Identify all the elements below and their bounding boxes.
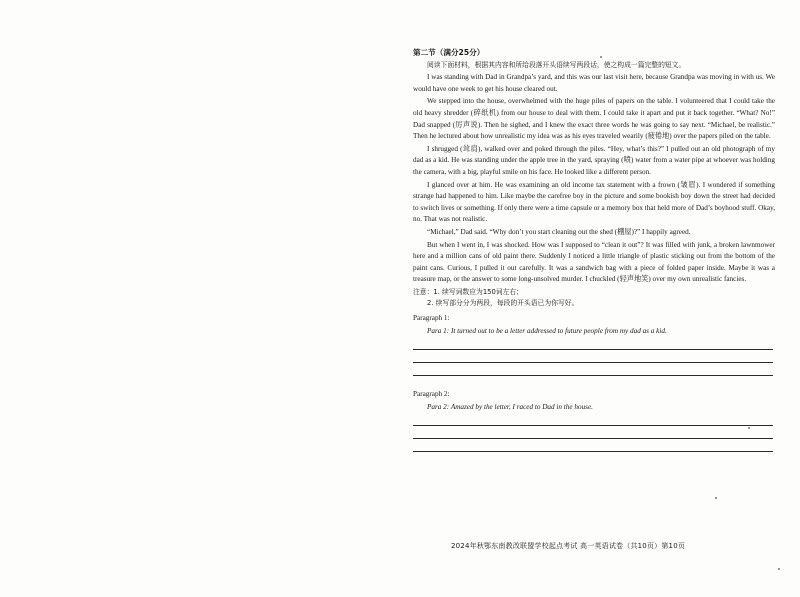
paragraph-1-label: Paragraph 1:: [413, 314, 450, 323]
exam-content: [413, 47, 775, 452]
passage-paragraph: We stepped into the house, overwhelmed with the huge piles of papers on the table. I volunteered that I could take the old heavy shredder (碎纸机) from our house to deal with them. I could take it apart and put it back together. “What? No!” Dad snapped (厉声说). Then he sighed, and I knew the exact three words he was going to say next. “Michael, be realistic.” Then he lectured about how unrealistic my idea was as his eyes traveled wearily (疲倦地) over the papers piled on the table.: [413, 97, 775, 141]
scan-speck: [778, 568, 780, 570]
scan-speck: [600, 56, 602, 58]
answer-line: [413, 413, 773, 426]
note-line-1: 注意：1. 续写词数应为150词左右；: [413, 287, 523, 296]
scan-speck: [748, 427, 750, 429]
paragraph-2-prompt: Para 2: Amazed by the letter, I raced to Dad in the house.: [427, 402, 593, 411]
notes: [413, 287, 775, 310]
answer-line: [413, 363, 773, 376]
passage-paragraph: I was standing with Dad in Grandpa’s yard, and this was our last visit here, because Grandpa was moving in with us. We would have one week to get his house cleared out.: [413, 73, 775, 93]
answer-line: [413, 350, 773, 363]
answer-line: [413, 426, 773, 439]
answer-line: [413, 337, 773, 350]
passage-paragraph: “Michael,” Dad said. “Why don’t you start cleaning out the shed (棚屋)?” I happily agreed.: [427, 227, 691, 236]
passage-paragraph: I glanced over at him. He was examining an old income tax statement with a frown (皱眉). I wondered if something strange had happened to him. Like maybe the carefree boy in the picture and some bookish boy down the street had decided to switch lives or something. If only there were a time capsule or a memory box that held more of Dad’s boyhood stuff. Okay, no. That was not realistic.: [413, 180, 775, 224]
paragraph-2-label: Paragraph 2:: [413, 390, 450, 399]
answer-line: [413, 439, 773, 452]
scan-speck: [715, 497, 717, 499]
paragraph-1-prompt: Para 1: It turned out to be a letter addressed to future people from my dad as a kid.: [427, 326, 667, 335]
section-heading: 第二节（满分25分）: [413, 48, 485, 57]
page-footer: 2024年秋鄂东南教改联盟学校起点考试 高一英语试卷（共10页）第10页: [451, 542, 686, 550]
passage-paragraph: But when I went in, I was shocked. How was I supposed to “clean it out”? It was filled with junk, a broken lawnmower here and a million cans of old paint there. Suddenly I noticed a little triangle of plastic sticking out from the bottom of the paint cans. Curious, I pulled it out carefully. It was a sandwich bag with a piece of folded paper inside. Maybe it was a treasure map, or the answer to some long-unsolved murder. I chuckled (轻声地笑) over my own unrealistic fancies.: [413, 240, 775, 284]
section-instructions: 阅读下面材料，根据其内容和所给段落开头语续写两段话，使之构成一篇完整的短文。: [427, 60, 686, 69]
passage-paragraph: I shrugged (耸肩), walked over and poked through the piles. “Hey, what’s this?” I pulled out an old photograph of my dad as a kid. He was standing under the apple tree in the yard, spraying (喷) water from a water pipe at whoever was holding the camera, with a big, playful smile on his face. He looked like a different person.: [413, 144, 775, 176]
note-line-2: 2. 续写部分分为两段，每段的开头语已为你写好。: [427, 299, 579, 308]
